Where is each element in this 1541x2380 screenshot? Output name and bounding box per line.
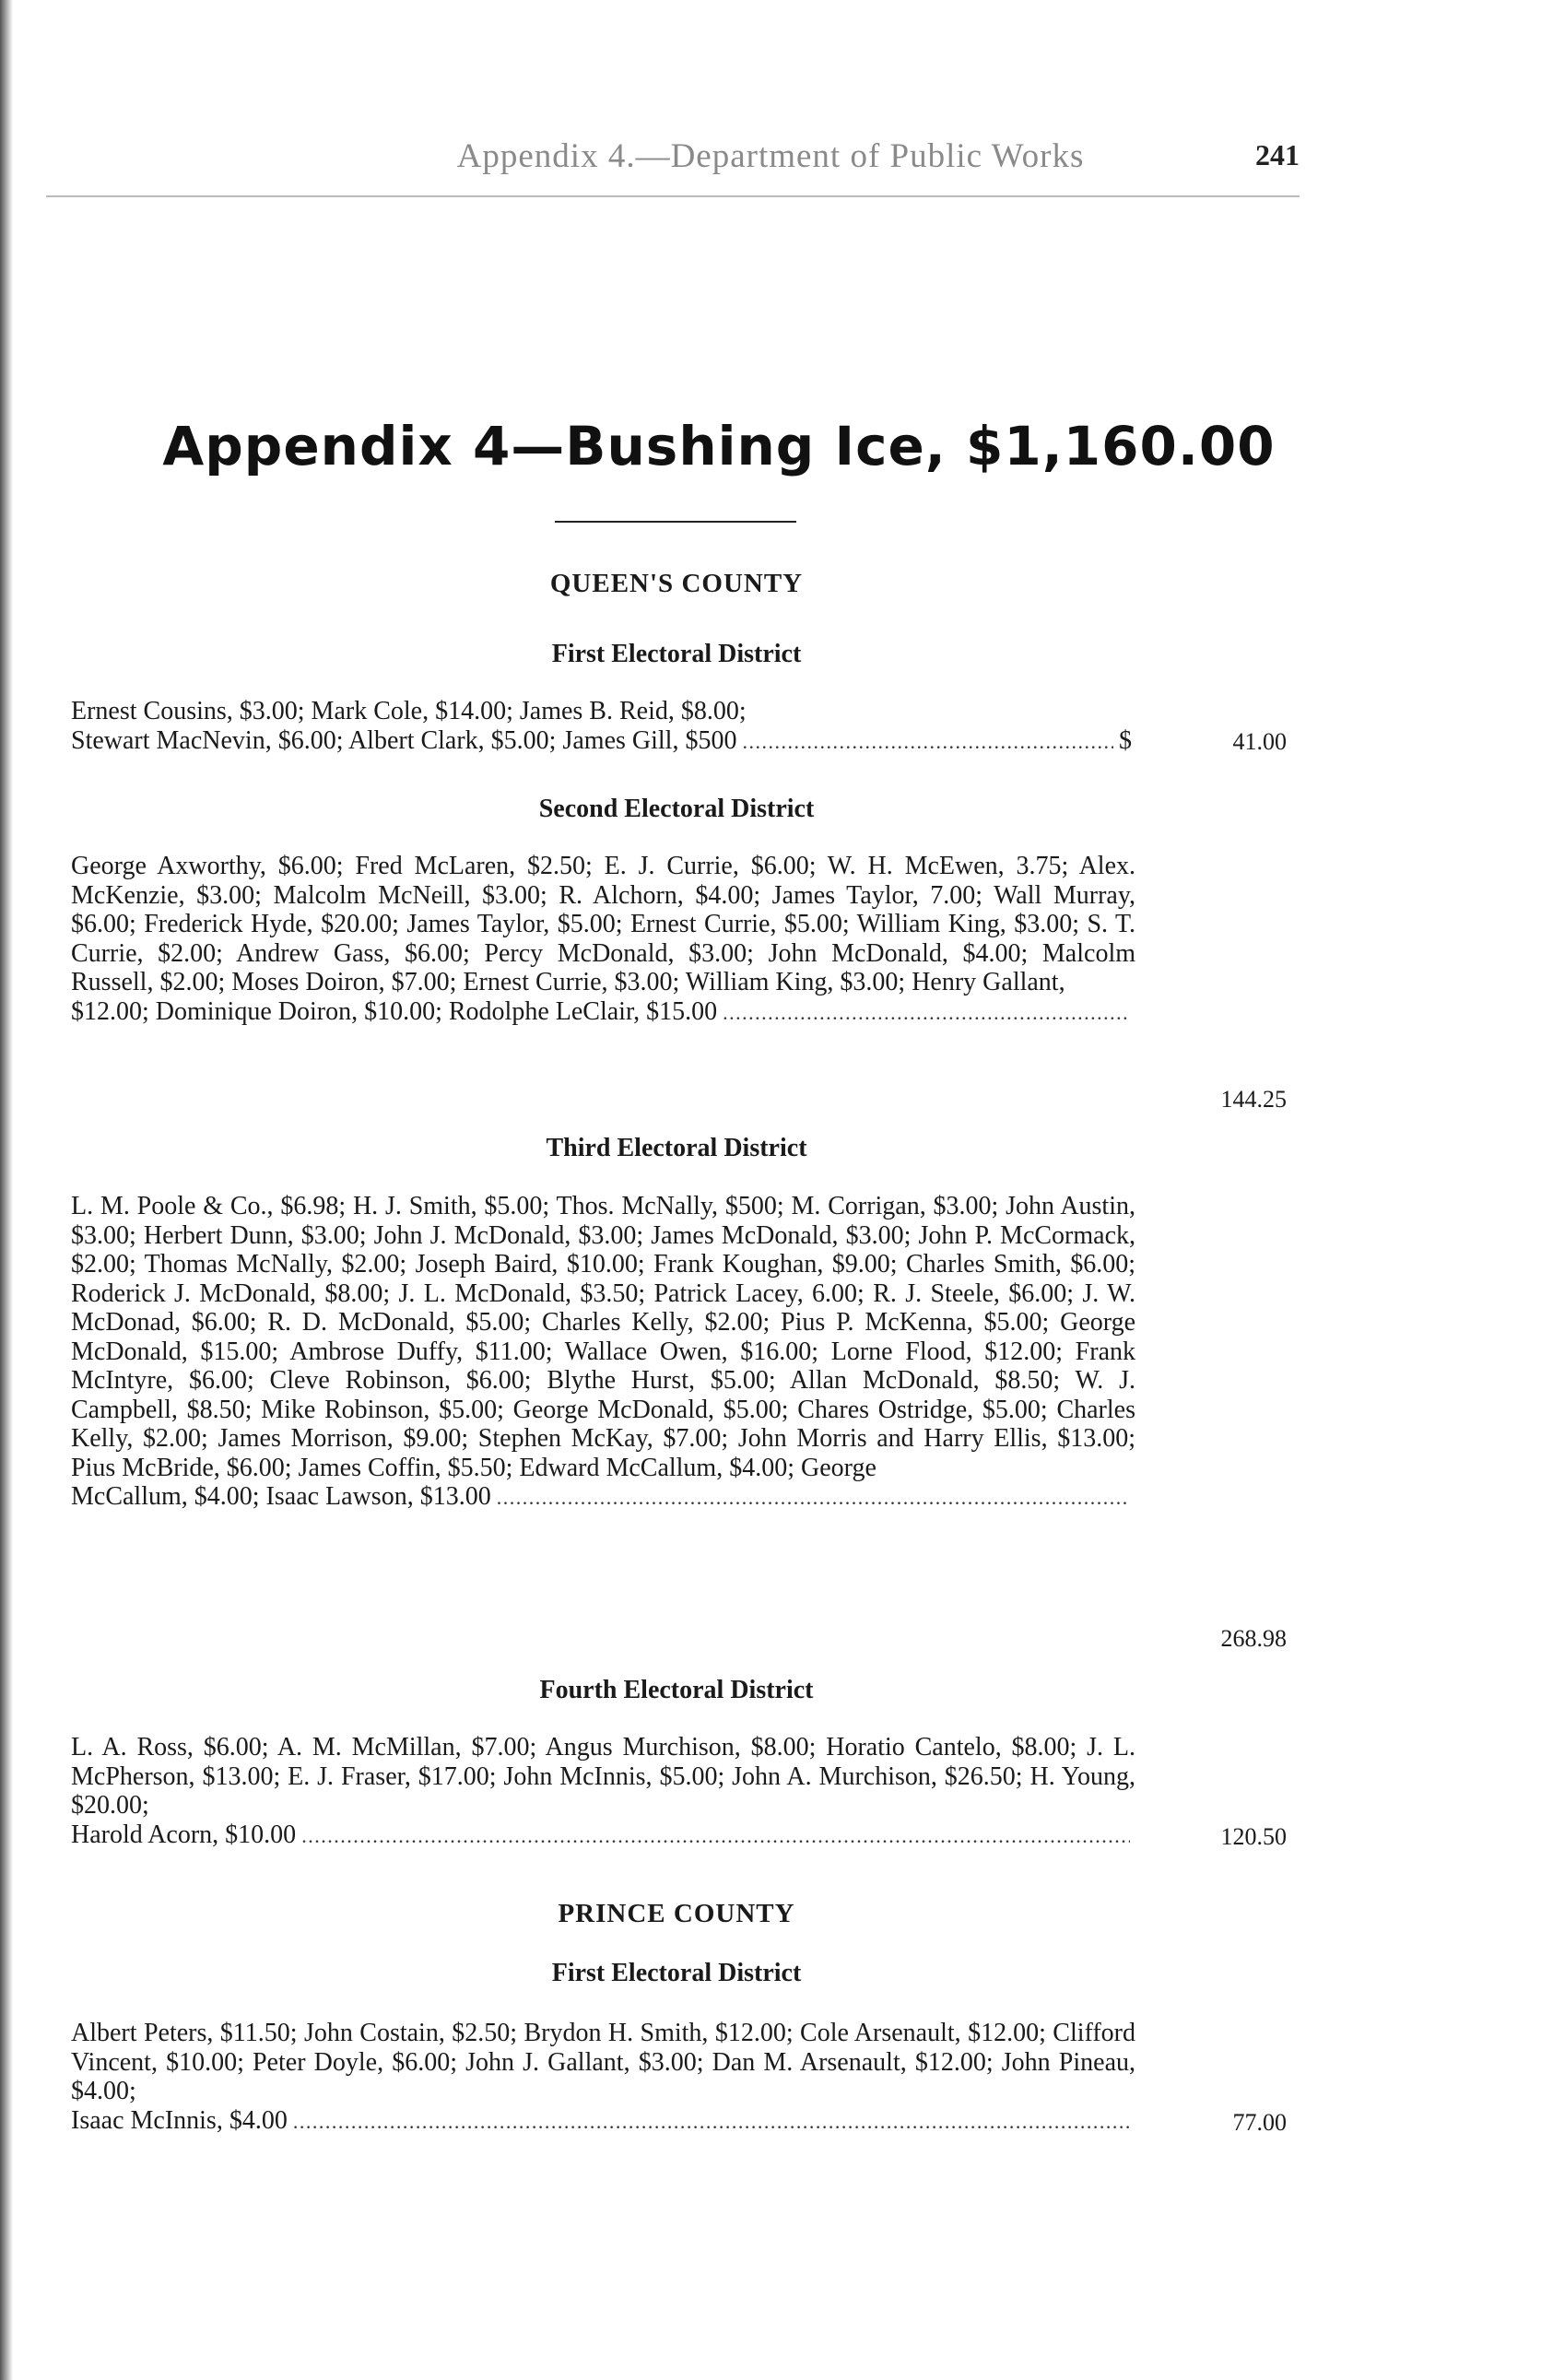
entry-text: Ernest Cousins, $3.00; Mark Cole, $14.00; James B. Reid, $8.00; [71,697,747,725]
title-rule [555,521,796,523]
district-heading: Second Electoral District [538,795,815,823]
entry-last-text: McCallum, $4.00; Isaac Lawson, $13.00 [71,1482,491,1511]
entry-text: Albert Peters, $11.50; John Costain, $2.50; Brydon H. Smith, $12.00; Cole Arsenault, $12.00; Clifford Vincent, $10.00; Peter Doyle, $6.00; John J. Gallant, $3.00; Dan M. Arsenault, $12.00; John Pineau, $4.00; [71,2019,1135,2105]
running-header: Appendix 4.—Department of Public Works [456,137,1085,175]
entry-last-line [71,1820,1135,1851]
district-total: 77.00 [1232,2109,1287,2136]
scan-page-edge [0,0,13,2380]
dot-leader [723,997,1130,1028]
entry-last-text: $12.00; Dominique Doiron, $10.00; Rodolphe LeClair, $15.00 [71,996,718,1026]
entry-last-line [71,2106,1135,2137]
district-heading: First Electoral District [551,1959,802,1987]
entry-text: L. M. Poole & Co., $6.98; H. J. Smith, $5.00; Thos. McNally, $500; M. Corrigan, $3.00; John Austin, $3.00; Herbert Dunn, $3.00; John J. McDonald, $3.00; James McDonald, $3.00; John P. McCormack, $2.00; Thomas McNally, $2.00; Joseph Baird, $10.00; Frank Koughan, $9.00; Charles Smith, $6.00; Roderick J. McDonald, $8.00; J. L. McDonald, $3.50; Patrick Lacey, 6.00; R. J. Steele, $6.00; J. W. McDonad, $6.00; R. D. McDonald, $5.00; Charles Kelly, $2.00; Pius P. McKenna, $5.00; George McDonald, $15.00; Ambrose Duffy, $11.00; Wallace Owen, $16.00; Lorne Flood, $12.00; Frank McIntyre, $6.00; Cleve Robinson, $6.00; Blythe Hurst, $5.00; Allan McDonald, $8.50; W. J. Campbell, $8.50; Mike Robinson, $5.00; George McDonald, $5.00; Chares Ostridge, $5.00; Charles Kelly, $2.00; James Morrison, $9.00; Stephen McKay, $7.00; John Morris and Harry Ellis, $13.00; Pius McBride, $6.00; James Coffin, $5.50; Edward McCallum, $4.00; George [71,1192,1135,1482]
entry-last-text: Stewart MacNevin, $6.00; Albert Clark, $5.00; James Gill, $500 [71,725,737,755]
district-heading: First Electoral District [551,640,802,668]
entry-last-line [71,997,1135,1028]
district-total: 144.25 [1220,1086,1287,1113]
district-total: 41.00 [1232,728,1287,755]
appendix-title: Appendix 4—Bushing Ice, $1,160.00 [162,415,1276,477]
entry-text: L. A. Ross, $6.00; A. M. McMillan, $7.00; Angus Murchison, $8.00; Horatio Cantelo, $8.00; J. L. McPherson, $13.00; E. J. Fraser, $17.00; John McInnis, $5.00; John A. Murchison, $26.50; H. Young, $20.00; [71,1733,1135,1820]
district-entry [71,1192,1135,1513]
district-entry [71,1733,1135,1850]
page-number: 241 [1255,138,1300,171]
county-heading-prince: PRINCE COUNTY [558,1899,795,1928]
header-rule [46,195,1300,197]
dot-leader [497,1482,1130,1513]
district-total: 268.98 [1220,1625,1287,1652]
district-heading: Fourth Electoral District [539,1676,814,1704]
district-total: 120.50 [1220,1823,1287,1850]
dollar-sign: $ [1119,725,1132,755]
entry-last-line [71,726,1135,757]
dot-leader [742,726,1113,757]
district-entry [71,852,1135,1027]
dot-leader [293,2106,1130,2137]
district-entry [71,697,1135,756]
entry-last-line [71,1482,1135,1513]
entry-last-text: Isaac McInnis, $4.00 [71,2105,288,2135]
district-entry [71,2019,1135,2136]
dot-leader [301,1820,1130,1851]
entry-text: George Axworthy, $6.00; Fred McLaren, $2.50; E. J. Currie, $6.00; W. H. McEwen, 3.75; Alex. McKenzie, $3.00; Malcolm McNeill, $3.00; R. Alchorn, $4.00; James Taylor, 7.00; Wall Murray, $6.00; Frederick Hyde, $20.00; James Taylor, $5.00; Ernest Currie, $5.00; William King, $3.00; S. T. Currie, $2.00; Andrew Gass, $6.00; Percy McDonald, $3.00; John McDonald, $4.00; Malcolm Russell, $2.00; Moses Doiron, $7.00; Ernest Currie, $3.00; William King, $3.00; Henry Gallant, [71,852,1135,996]
county-heading-queens: QUEEN'S COUNTY [549,569,804,598]
district-heading: Third Electoral District [546,1134,807,1162]
entry-last-text: Harold Acorn, $10.00 [71,1820,297,1849]
